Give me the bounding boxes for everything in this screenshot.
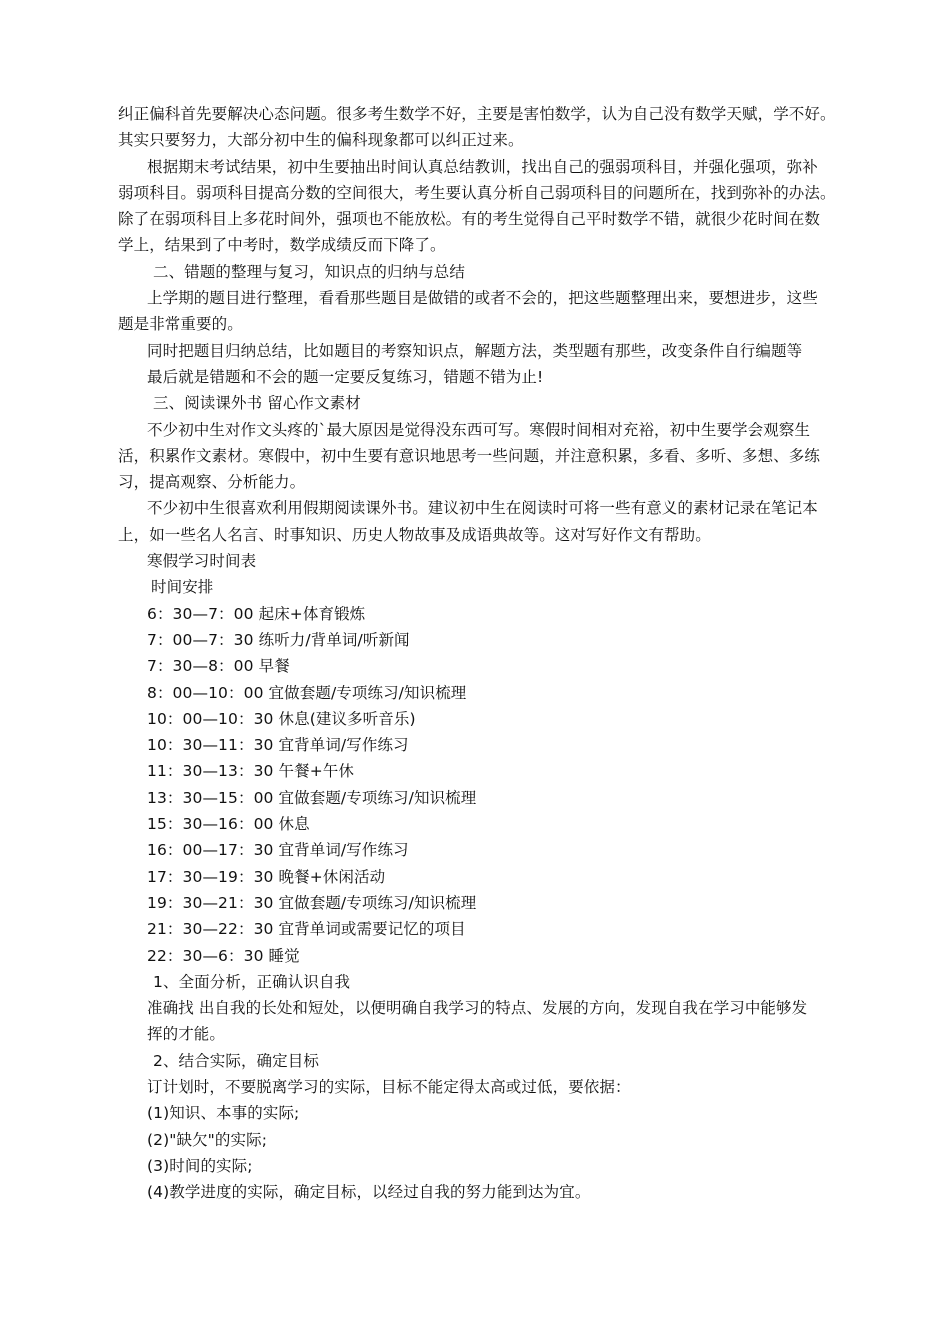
- paragraph-line: 弱项科目。弱项科目提高分数的空间很大，考生要认真分析自己弱项科目的问题所在，找到弥补的办法。: [118, 183, 836, 202]
- section-heading: 1、全面分析，正确认识自我: [153, 972, 351, 991]
- paragraph-line: 最后就是错题和不会的题一定要反复练习，错题不错为止!: [147, 367, 544, 386]
- paragraph-line: 习，提高观察、分析能力。: [118, 473, 306, 492]
- paragraph-line: 同时把题目归纳总结，比如题目的考察知识点，解题方法，类型题有那些，改变条件自行编题等: [147, 341, 803, 360]
- schedule-item: 17：30—19：30 晚餐+休闲活动: [147, 867, 386, 886]
- schedule-item: 10：00—10：30 休息(建议多听音乐): [147, 709, 416, 728]
- paragraph-line: 题是非常重要的。: [118, 315, 243, 334]
- schedule-item: 16：00—17：30 宜背单词/写作练习: [147, 841, 409, 860]
- paragraph-line: 根据期末考试结果，初中生要抽出时间认真总结教训，找出自己的强弱项科目，并强化强项，弥补: [147, 157, 818, 176]
- schedule-item: 13：30—15：00 宜做套题/专项练习/知识梳理: [147, 788, 477, 807]
- paragraph-line: 上，如一些名人名言、时事知识、历史人物故事及成语典故等。这对写好作文有帮助。: [118, 525, 711, 544]
- list-item: (2)"缺欠"的实际;: [147, 1130, 268, 1149]
- paragraph-line: 不少初中生对作文头疼的`最大原因是觉得没东西可写。寒假时间相对充裕，初中生要学会观察生: [147, 420, 811, 439]
- paragraph-line: 学上，结果到了中考时，数学成绩反而下降了。: [118, 236, 446, 255]
- paragraph-line: 活，积累作文素材。寒假中，初中生要有意识地思考一些问题，并注意积累，多看、多听、多想、多练: [118, 446, 821, 465]
- paragraph-line: 订计划时，不要脱离学习的实际，目标不能定得太高或过低，要依据：: [147, 1077, 631, 1096]
- paragraph-line: 其实只要努力，大部分初中生的偏科现象都可以纠正过来。: [118, 131, 524, 150]
- list-item: (3)时间的实际;: [147, 1156, 253, 1175]
- document-body: [118, 101, 840, 1205]
- schedule-item: 11：30—13：30 午餐+午休: [147, 762, 355, 781]
- schedule-item: 19：30—21：30 宜做套题/专项练习/知识梳理: [147, 893, 477, 912]
- paragraph-line: 不少初中生很喜欢利用假期阅读课外书。建议初中生在阅读时可将一些有意义的素材记录在笔记本: [147, 499, 818, 518]
- section-heading: 二、错题的整理与复习，知识点的归纳与总结: [153, 262, 466, 281]
- section-heading: 三、阅读课外书 留心作文素材: [153, 394, 361, 413]
- paragraph-line: 除了在弱项科目上多花时间外，强项也不能放松。有的考生觉得自己平时数学不错，就很少花时间在数: [118, 210, 821, 229]
- schedule-item: 15：30—16：00 休息: [147, 815, 310, 834]
- schedule-item: 6：30—7：00 起床+体育锻炼: [147, 604, 366, 623]
- schedule-item: 7：30—8：00 早餐: [147, 657, 290, 676]
- paragraph-line: 挥的才能。: [147, 1025, 226, 1044]
- section-heading: 2、结合实际，确定目标: [153, 1051, 319, 1070]
- list-item: (1)知识、本事的实际;: [147, 1104, 300, 1123]
- schedule-item: 22：30—6：30 睡觉: [147, 946, 300, 965]
- schedule-item: 10：30—11：30 宜背单词/写作练习: [147, 736, 409, 755]
- schedule-subtitle: 时间安排: [151, 578, 214, 597]
- schedule-item: 21：30—22：30 宜背单词或需要记忆的项目: [147, 920, 466, 939]
- paragraph-line: 上学期的题目进行整理，看看那些题目是做错的或者不会的，把这些题整理出来，要想进步，这些: [147, 289, 818, 308]
- schedule-item: 8：00—10：00 宜做套题/专项练习/知识梳理: [147, 683, 467, 702]
- schedule-item: 7：00—7：30 练听力/背单词/听新闻: [147, 630, 410, 649]
- paragraph-line: 纠正偏科首先要解决心态问题。很多考生数学不好，主要是害怕数学，认为自己没有数学天赋，学不好。: [118, 105, 836, 123]
- schedule-title: 寒假学习时间表: [147, 552, 257, 571]
- paragraph-line: 准确找 出自我的长处和短处，以便明确自我学习的特点、发展的方向，发现自我在学习中能够发: [147, 999, 808, 1018]
- list-item: (4)教学进度的实际，确定目标，以经过自我的努力能到达为宜。: [147, 1183, 591, 1202]
